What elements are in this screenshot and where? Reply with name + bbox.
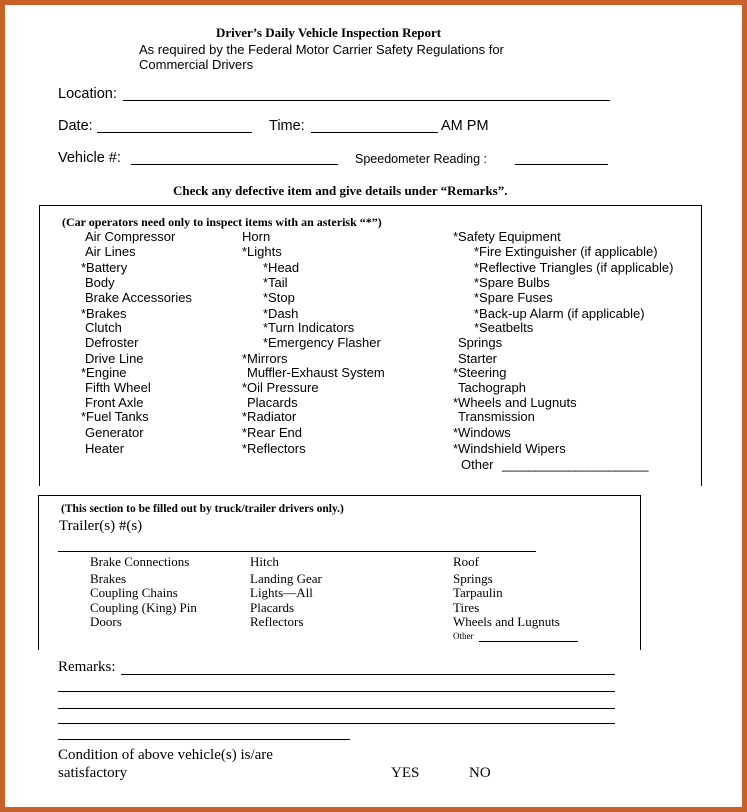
inspection-item[interactable]: Muffler-Exhaust System (247, 365, 385, 380)
location-label: Location: (58, 86, 117, 102)
remarks-line-5[interactable] (58, 739, 350, 740)
inspection-item[interactable]: *Turn Indicators (263, 320, 355, 335)
speedometer-label: Speedometer Reading : (355, 152, 488, 166)
inspection-item[interactable]: *Oil Pressure (242, 380, 319, 395)
speedometer-field[interactable] (515, 164, 608, 165)
inspection-item[interactable]: Generator (85, 425, 144, 440)
inspection-item[interactable]: Brake Accessories (85, 290, 192, 305)
trailer-item[interactable]: Lights—All (250, 585, 313, 600)
inspection-item[interactable]: *Mirrors (242, 351, 288, 366)
inspection-item[interactable]: *Dash (263, 306, 299, 321)
inspection-item[interactable]: Drive Line (85, 351, 144, 366)
date-field[interactable] (97, 132, 252, 133)
inspection-item[interactable]: *Windshield Wipers (453, 441, 566, 456)
trailer-other-field[interactable] (479, 641, 578, 642)
location-field[interactable] (123, 100, 610, 101)
form-subtitle-line2: Commercial Drivers (139, 57, 254, 72)
trailer-note: (This section to be filled out by truck/trailer drivers only.) (61, 503, 344, 515)
remarks-line-3[interactable] (58, 708, 615, 709)
inspection-item[interactable]: *Reflectors (242, 441, 306, 456)
trailer-item[interactable]: Tires (453, 600, 480, 615)
inspection-item[interactable]: *Brakes (81, 306, 127, 321)
trailer-item[interactable]: Doors (90, 614, 122, 629)
trailer-item[interactable]: Coupling Chains (90, 585, 178, 600)
vehicle-label: Vehicle #: (58, 150, 121, 166)
inspection-item[interactable]: *Tail (263, 275, 288, 290)
inspection-item[interactable]: Horn (242, 229, 271, 244)
time-label: Time: (269, 118, 305, 134)
inspection-item[interactable]: *Spare Bulbs (474, 275, 550, 290)
inspection-item[interactable]: *Fuel Tanks (81, 409, 149, 424)
inspection-item[interactable]: Transmission (458, 409, 535, 424)
form-subtitle-line1: As required by the Federal Motor Carrier Safety Regulations for (139, 42, 504, 57)
inspection-item[interactable]: Heater (85, 441, 125, 456)
trailer-item[interactable]: Brake Connections (90, 554, 190, 569)
inspection-item[interactable]: Body (85, 275, 115, 290)
inspection-item[interactable]: Tachograph (458, 380, 526, 395)
inspection-other-label: Other (461, 457, 494, 472)
inspection-item[interactable]: *Stop (263, 290, 295, 305)
trailer-number-field[interactable] (58, 551, 536, 552)
inspection-item[interactable]: *Fire Extinguisher (if applicable) (474, 244, 658, 259)
inspection-item[interactable]: *Back-up Alarm (if applicable) (474, 306, 645, 321)
inspection-item[interactable]: *Spare Fuses (474, 290, 553, 305)
vehicle-field[interactable] (131, 164, 338, 165)
remarks-line-1[interactable] (121, 674, 615, 675)
inspection-item[interactable]: *Rear End (242, 425, 302, 440)
inspection-item[interactable]: *Battery (81, 260, 128, 275)
trailer-item[interactable]: Coupling (King) Pin (90, 600, 197, 615)
date-label: Date: (58, 118, 93, 134)
trailer-item[interactable]: Brakes (90, 571, 127, 586)
trailer-item[interactable]: Roof (453, 554, 479, 569)
condition-no-option[interactable]: NO (469, 765, 491, 781)
inspection-item[interactable]: *Emergency Flasher (263, 335, 381, 350)
trailer-other-label: Other (453, 631, 474, 641)
inspection-note: (Car operators need only to inspect items with an asterisk “*”) (62, 215, 382, 229)
inspection-item[interactable]: Clutch (85, 320, 122, 335)
condition-text-line1: Condition of above vehicle(s) is/are (58, 747, 273, 763)
remarks-label: Remarks: (58, 659, 116, 675)
remarks-line-2[interactable] (58, 691, 615, 692)
trailer-item[interactable]: Reflectors (250, 614, 304, 629)
inspection-report-form (5, 5, 742, 807)
trailer-item[interactable]: Wheels and Lugnuts (453, 614, 560, 629)
inspection-item[interactable]: *Steering (453, 365, 507, 380)
inspection-item[interactable]: Fifth Wheel (85, 380, 151, 395)
trailer-item[interactable]: Landing Gear (250, 571, 322, 586)
remarks-line-4[interactable] (58, 723, 615, 724)
inspection-item[interactable]: *Reflective Triangles (if applicable) (474, 260, 674, 275)
inspection-item[interactable]: *Safety Equipment (453, 229, 561, 244)
inspection-item[interactable]: *Radiator (242, 409, 297, 424)
inspection-item[interactable]: Front Axle (85, 395, 144, 410)
inspection-item[interactable]: *Head (263, 260, 300, 275)
form-title: Driver’s Daily Vehicle Inspection Report (216, 25, 442, 40)
inspection-item[interactable]: *Lights (242, 244, 282, 259)
inspection-item[interactable]: Air Lines (85, 244, 136, 259)
trailer-item[interactable]: Springs (453, 571, 493, 586)
inspection-item[interactable]: Starter (458, 351, 498, 366)
inspection-other-field[interactable]: ______________________ (502, 457, 648, 472)
inspection-item[interactable]: *Engine (81, 365, 127, 380)
am-pm-label: AM PM (441, 118, 489, 134)
instructions: Check any defective item and give details under “Remarks”. (173, 183, 508, 198)
inspection-item[interactable]: Defroster (85, 335, 139, 350)
trailer-item[interactable]: Placards (250, 600, 295, 615)
trailer-label: Trailer(s) #(s) (59, 518, 143, 534)
trailer-item[interactable]: Tarpaulin (453, 585, 503, 600)
inspection-item[interactable]: *Windows (453, 425, 511, 440)
condition-text-line2: satisfactory (58, 765, 128, 781)
time-field[interactable] (311, 132, 438, 133)
inspection-item[interactable]: Springs (458, 335, 503, 350)
inspection-item[interactable]: *Wheels and Lugnuts (453, 395, 577, 410)
inspection-item[interactable]: *Seatbelts (474, 320, 534, 335)
condition-yes-option[interactable]: YES (391, 765, 420, 781)
inspection-item[interactable]: Placards (247, 395, 298, 410)
trailer-item[interactable]: Hitch (250, 554, 279, 569)
inspection-item[interactable]: Air Compressor (85, 229, 176, 244)
